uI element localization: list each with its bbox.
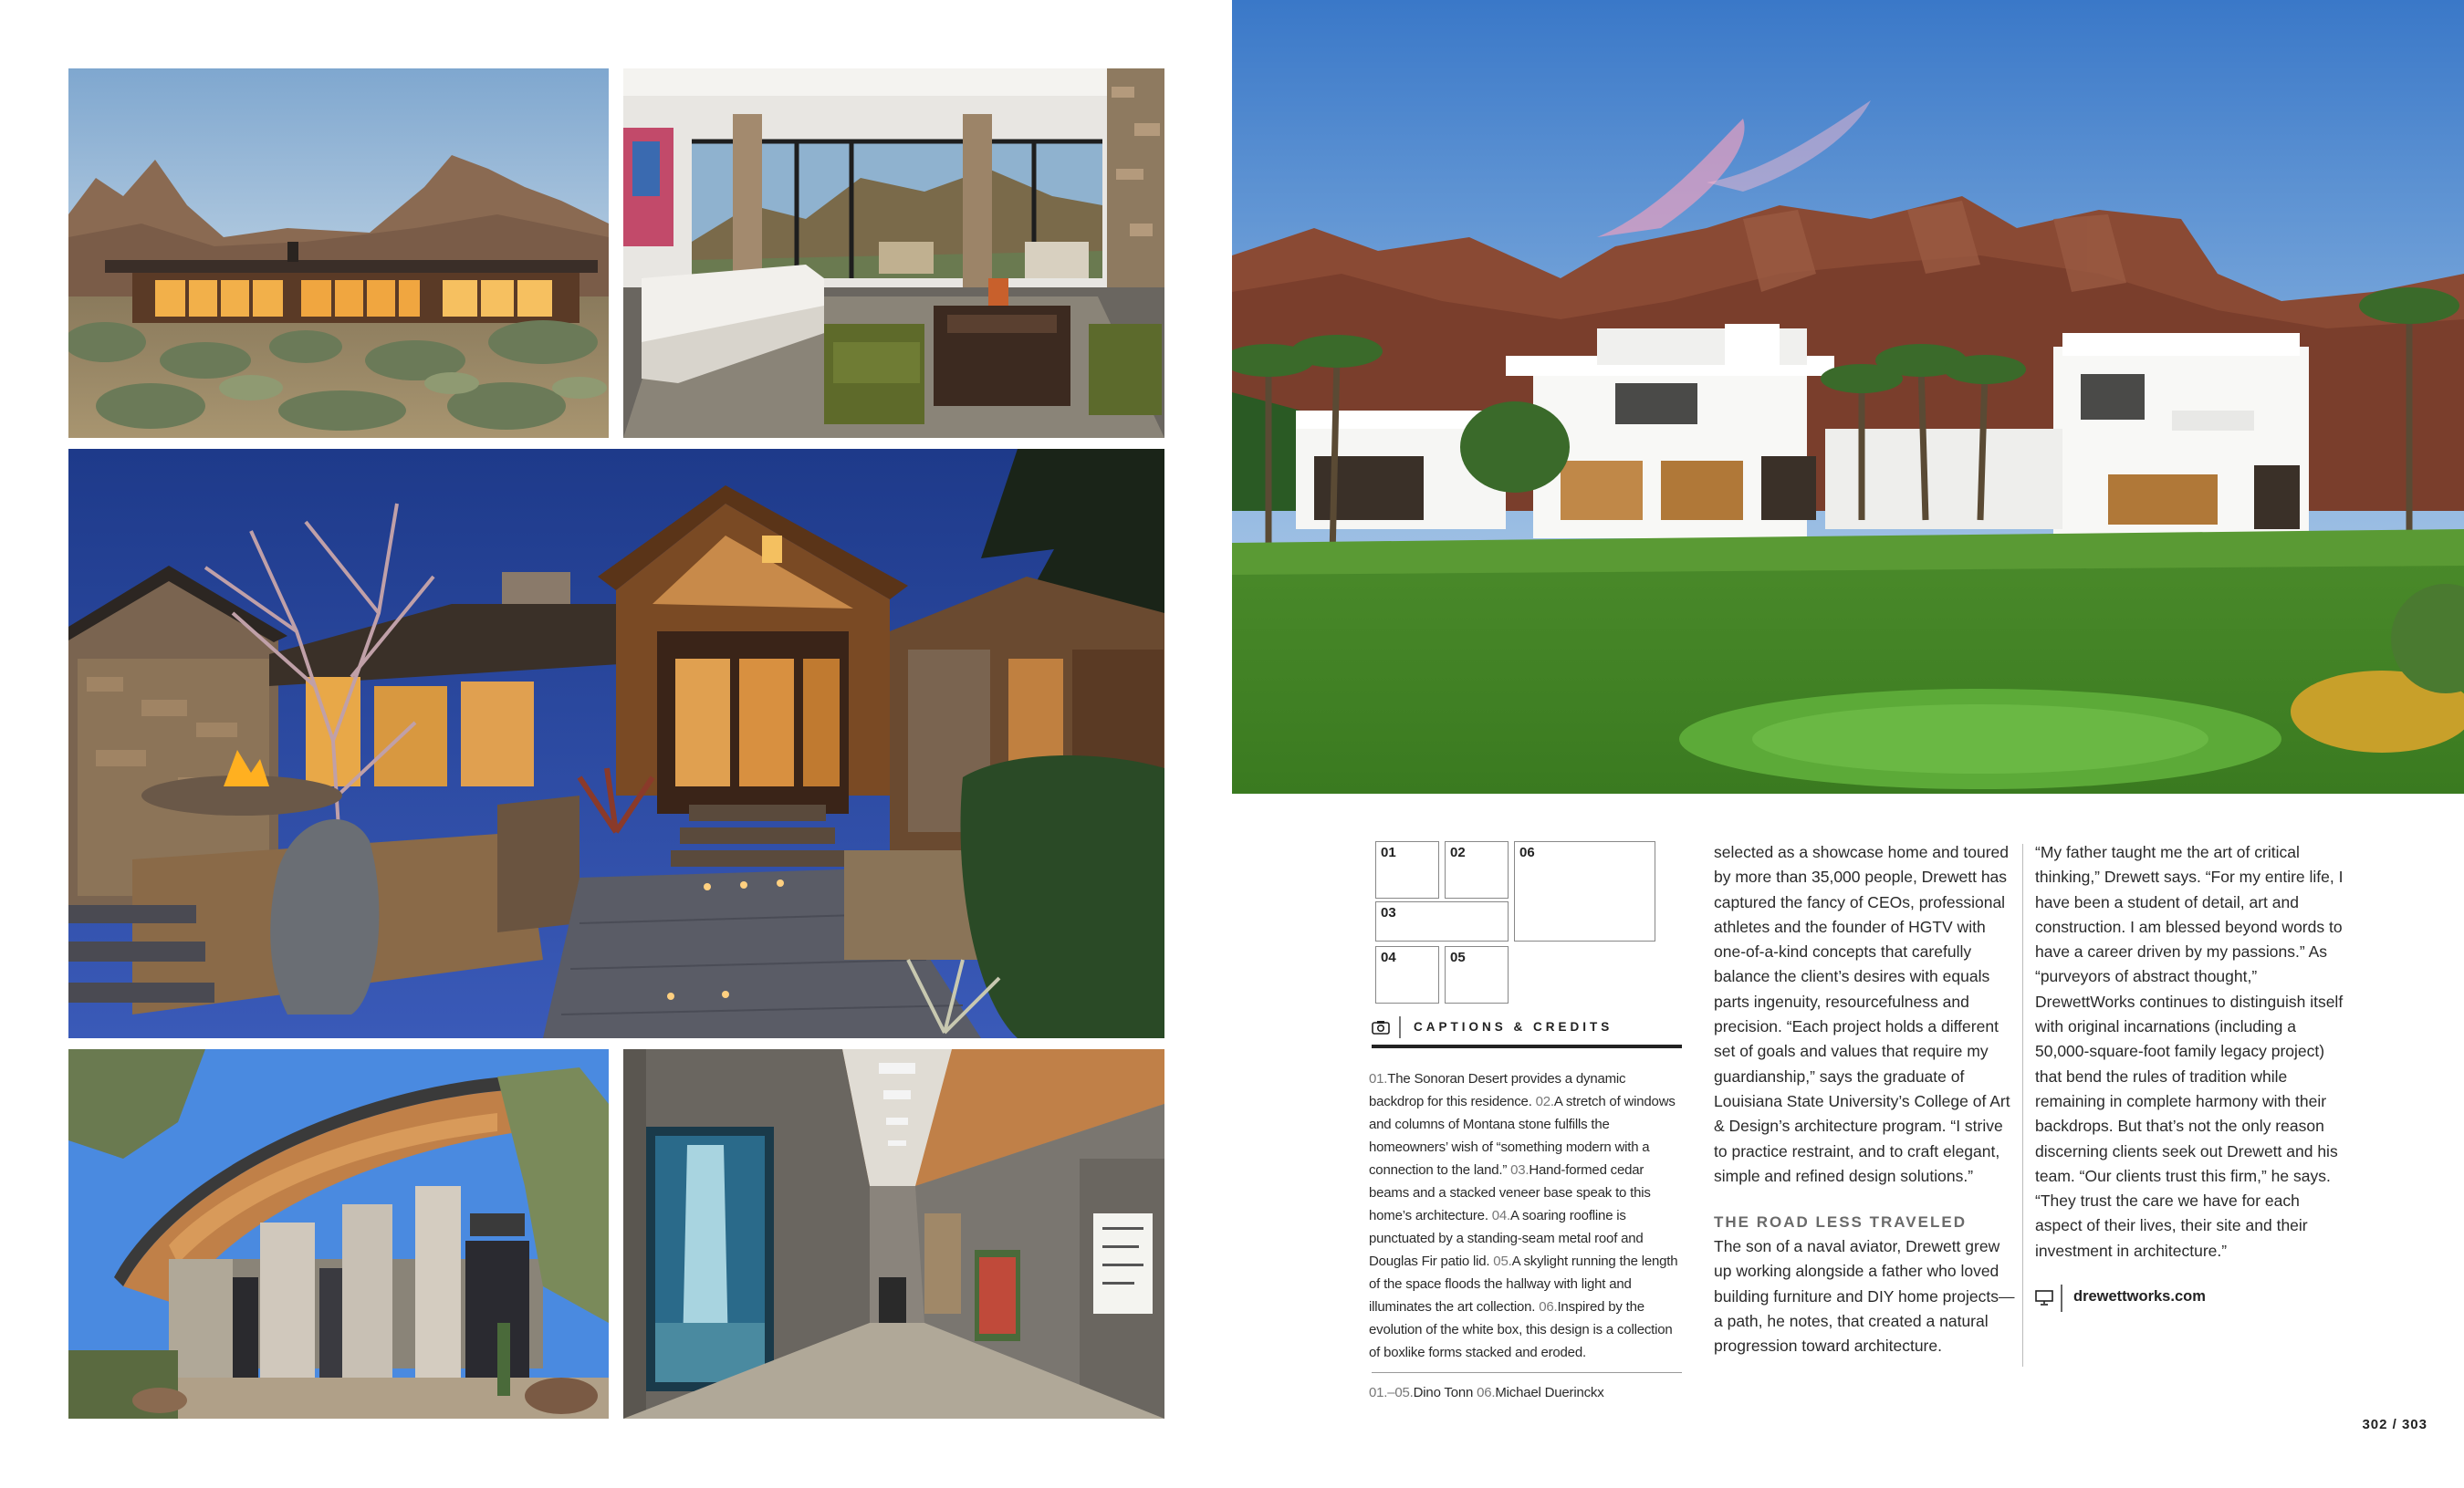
credits-rule — [1372, 1372, 1682, 1373]
captions-body — [1369, 1067, 1684, 1364]
monitor-icon — [2035, 1290, 2053, 1306]
photo-04-curved-roofline — [68, 1049, 609, 1419]
captions-header-rule — [1372, 1045, 1682, 1048]
photo-06-white-modern-home — [1232, 0, 2464, 794]
page-numbers: 302 / 303 — [2362, 1417, 2427, 1432]
credit-02-num: 06. — [1477, 1385, 1496, 1400]
caption-02-text: A stretch of windows and columns of Montana stone fulfills the homeowners’ wish of “something modern with a connection to the land.” — [1369, 1094, 1676, 1178]
grid-box-06: 06 — [1514, 841, 1655, 942]
caption-06-num: 06. — [1539, 1299, 1558, 1315]
credit-01-name: Dino Tonn — [1413, 1385, 1477, 1400]
photo-02-living-room — [623, 68, 1164, 438]
article-column-2 — [2035, 840, 2345, 1264]
caption-03-text: Hand-formed cedar beams and a stacked veneer base speak to this home’s architecture. — [1369, 1162, 1651, 1223]
grid-box-05: 05 — [1445, 946, 1509, 1004]
article-paragraph: selected as a showcase home and toured by more than 35,000 people, Drewett has captured the fancy of CEOs, professional athletes and the founder of HGTV with one-of-a-kind concepts that carefully balance the client’s desires with equals parts ingenuity, resourcefulness and precision. “Each project holds a different set of goals and values that require my guardianship,” says the graduate of Louisiana State University’s College of Art & Design’s architecture program. “I strive to practice restraint, and to craft elegant, simple and refined design solutions.” — [1714, 843, 2010, 1185]
caption-05-text: A skylight running the length of the space floods the hallway with light and illuminates the art collection. — [1369, 1254, 1678, 1315]
grid-box-03: 03 — [1375, 901, 1509, 942]
camera-icon — [1372, 1020, 1390, 1035]
grid-box-01: 01 — [1375, 841, 1439, 899]
grid-box-02: 02 — [1445, 841, 1509, 899]
column-divider — [2022, 844, 2023, 1367]
caption-04-num: 04. — [1491, 1208, 1511, 1223]
captions-header-label: CAPTIONS & CREDITS — [1414, 1020, 1613, 1034]
caption-01-text: The Sonoran Desert provides a dynamic backdrop for this residence. — [1369, 1071, 1626, 1109]
article-paragraph: The son of a naval aviator, Drewett grew up working alongside a father who loved building furniture and DIY home projects—a path, he notes, that created a natural progression toward architecture. — [1714, 1237, 2015, 1356]
caption-02-num: 02. — [1535, 1094, 1554, 1109]
caption-05-num: 05. — [1493, 1254, 1512, 1269]
section-subhead: THE ROAD LESS TRAVELED — [1714, 1213, 1967, 1232]
website-link-row — [2035, 1283, 2327, 1310]
article-column-1 — [1714, 840, 2015, 1359]
grid-box-04: 04 — [1375, 946, 1439, 1004]
article-paragraph: “My father taught me the art of critical thinking,” Drewett says. “For my entire life, I have been a student of detail, art and construction. I am blessed beyond words to have a career driven by my passions.” As “purveyors of abstract thought,” DrewettWorks continues to distinguish itself with original incarnations (including a 50,000-square-foot family legacy project) that bend the rules of tradition while remaining in complete harmony with their backdrops. But that’s not the only reason discerning clients seek out Drewett and his team. “Our clients trust this firm,” he says. “They trust the care we have for each aspect of their lives, their site and their investment in architecture.” — [2035, 843, 2344, 1260]
photo-01-desert-residence — [68, 68, 609, 438]
photo-03-rustic-home-night — [68, 449, 1164, 1038]
photo-05-skylit-hallway — [623, 1049, 1164, 1419]
captions-header-divider — [1399, 1016, 1401, 1038]
captions-header — [1372, 1015, 1682, 1047]
website-divider — [2061, 1285, 2062, 1312]
caption-04-text: A soaring roofline is punctuated by a standing-seam metal roof and Douglas Fir patio lid. — [1369, 1208, 1644, 1269]
credit-01-num: 01.–05. — [1369, 1385, 1414, 1400]
caption-01-num: 01. — [1369, 1071, 1388, 1087]
caption-06-text: Inspired by the evolution of the white box, this design is a collection of boxlike forms stacked and eroded. — [1369, 1299, 1673, 1360]
website-link[interactable]: drewettworks.com — [2073, 1288, 2206, 1305]
caption-03-num: 03. — [1510, 1162, 1530, 1178]
credit-02-name: Michael Duerinckx — [1495, 1385, 1604, 1400]
photo-credits — [1369, 1381, 1684, 1404]
